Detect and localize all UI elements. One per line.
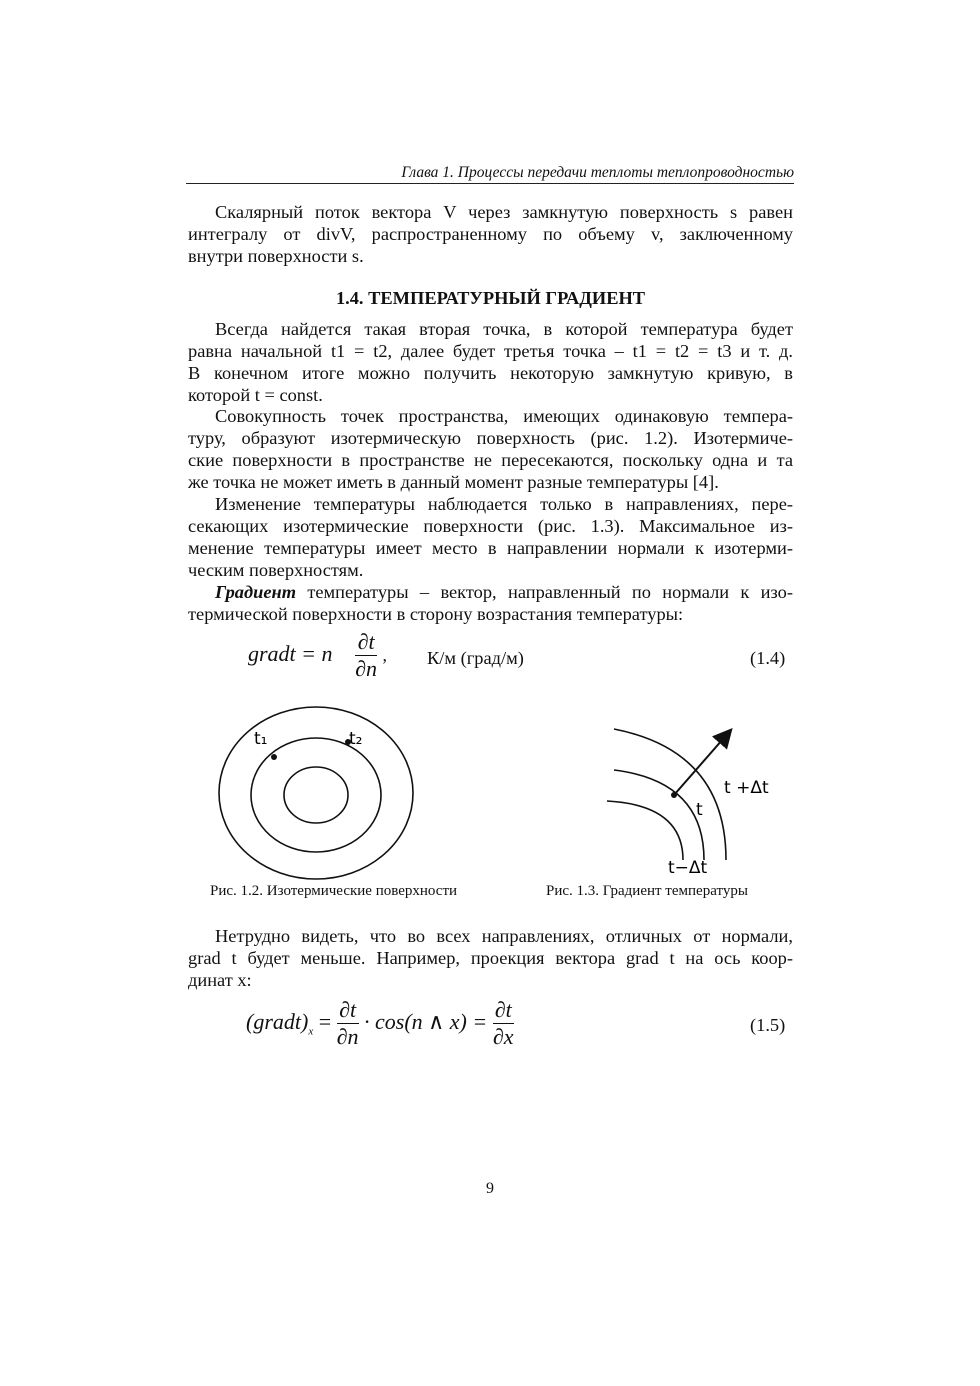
point-t [671, 792, 677, 798]
p2-line-1: Совокупность точек пространства, имеющих одинаковую темпера- [215, 406, 793, 426]
equation-1-4 [248, 630, 387, 682]
gradient-arrow [674, 731, 730, 795]
outer-isotherm [219, 707, 413, 879]
label-t-minus-dt: t−Δt [668, 858, 708, 878]
p2-line-2: туру, образуют изотермическую поверхность (рис. 1.2). Изотермиче- [188, 428, 793, 448]
intro-line-2: интегралу от divV, распространенному по объему v, заключенному [188, 224, 793, 244]
paragraph-1 [188, 318, 793, 406]
eq15-denominator-2: ∂x [492, 1024, 514, 1049]
section-title: 1.4. ТЕМПЕРАТУРНЫЙ ГРАДИЕНТ [335, 288, 646, 308]
eq14-denominator: ∂n [355, 656, 378, 681]
p1-line-4: которой t = const. [188, 385, 323, 405]
p2-line-4: же точка не может иметь в данный момент разные температуры [4]. [188, 472, 719, 492]
eq15-fraction-2 [493, 998, 514, 1050]
isotherm-plus [614, 729, 726, 860]
p4-line-2: термической поверхности в сторону возрастания температуры: [188, 604, 684, 624]
eq15-numerator-1: ∂t [337, 998, 359, 1024]
label-t1: t₁ [254, 729, 268, 749]
caption-fig-1-3: Рис. 1.3. Градиент температуры [546, 883, 748, 899]
eq14-comma: , [382, 645, 388, 666]
eq15-subscript: x [308, 1025, 314, 1038]
p5-line-1: Нетрудно видеть, что во всех направлениях, отличных от нормали, [215, 926, 793, 946]
paragraph-3 [188, 493, 793, 581]
eq14-numerator: ∂t [355, 630, 377, 656]
page-number: 9 [486, 1180, 494, 1197]
header-rule [186, 183, 794, 184]
intro-line-1: Скалярный поток вектора V через замкнутую поверхность s равен [215, 202, 793, 222]
eq14-fraction [355, 630, 377, 682]
caption-fig-1-2: Рис. 1.2. Изотермические поверхности [210, 883, 458, 899]
label-t: t [696, 800, 703, 820]
middle-isotherm [251, 738, 381, 852]
eq15-number: (1.5) [750, 1015, 786, 1035]
eq14-units: К/м (град/м) [427, 648, 524, 668]
point-t1 [271, 754, 277, 760]
eq14-number: (1.4) [750, 648, 786, 668]
p4-line-1 [188, 581, 793, 603]
p3-line-4: ческим поверхностям. [188, 560, 364, 580]
eq15-numerator-2: ∂t [494, 997, 512, 1022]
running-header: Глава 1. Процессы передачи теплоты теплопроводностью [401, 164, 794, 181]
figure-1-2 [210, 700, 430, 880]
eq14-lhs: gradt = n⃗ [248, 641, 350, 667]
isotherm-minus [607, 801, 683, 860]
paragraph-4 [188, 581, 793, 625]
gradient-term: Градиент [215, 582, 297, 602]
p3-line-2: секающих изотермические поверхности (рис. 1.3). Максимальное из- [188, 516, 793, 536]
p3-line-3: менение температуры имеет место в направлении нормали к изотерми- [188, 538, 793, 558]
eq15-cos-term: · cos(n ∧ x) = [364, 1009, 488, 1035]
p1-line-1: Всегда найдется такая вторая точка, в которой температура будет [215, 319, 793, 339]
p1-line-2: равна начальной t1 = t2, далее будет третья точка – t1 = t2 = t3 и т. д. [188, 341, 793, 361]
figure-1-3 [600, 715, 780, 890]
paragraph-2 [188, 405, 793, 493]
eq15-fraction-1 [337, 998, 359, 1050]
label-t-plus-dt: t +Δt [724, 778, 769, 798]
p4-line-1-rest: температуры – вектор, направленный по нормали к изо- [296, 582, 793, 602]
eq15-denominator-1: ∂n [336, 1024, 359, 1049]
equation-1-5 [246, 998, 514, 1050]
paragraph-5 [188, 925, 793, 991]
p3-line-1: Изменение температуры наблюдается только в направлениях, пере- [215, 494, 793, 514]
eq15-lhs: (gradt) [246, 1009, 309, 1035]
eq15-equals: = [318, 1009, 332, 1035]
inner-isotherm [284, 767, 348, 823]
p1-line-3: В конечном итоге можно получить некоторую замкнутую кривую, в [188, 363, 793, 383]
p2-line-3: ские поверхности в пространстве не пересекаются, поскольку одна и та [188, 450, 793, 470]
intro-paragraph [188, 201, 793, 267]
p5-line-3: динат x: [188, 970, 252, 990]
label-t2: t₂ [349, 729, 363, 749]
p5-line-2: grad t будет меньше. Например, проекция вектора grad t на ось коор- [188, 948, 793, 968]
intro-line-3: внутри поверхности s. [188, 246, 364, 266]
